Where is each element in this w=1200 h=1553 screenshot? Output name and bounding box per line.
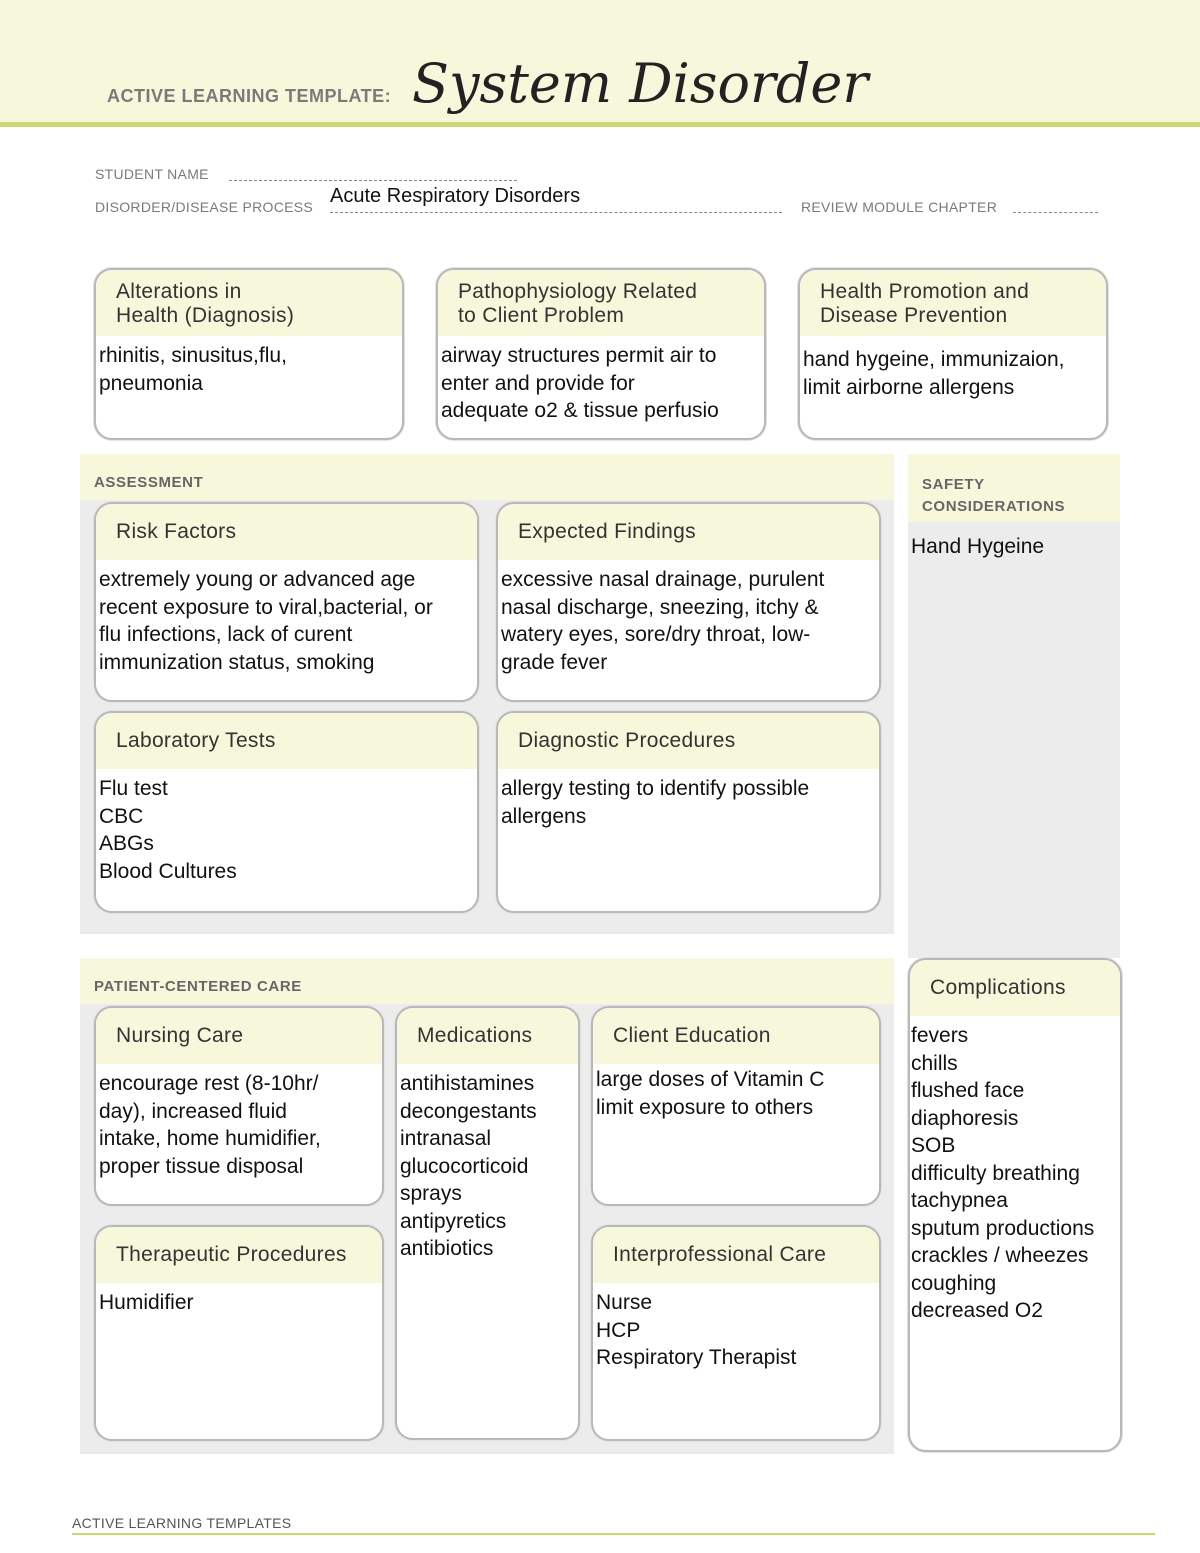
client-education-box	[591, 1006, 881, 1206]
interprofessional-care-field[interactable]: Nurse HCP Respiratory Therapist	[596, 1291, 797, 1369]
laboratory-tests-title: Laboratory Tests	[96, 713, 477, 769]
nursing-care-field[interactable]: encourage rest (8-10hr/ day), increased fluid intake, home humidifier, proper tissue disposal	[99, 1072, 321, 1178]
assessment-label: ASSESSMENT	[94, 474, 204, 491]
nursing-care-box	[94, 1006, 384, 1206]
expected-findings-title: Expected Findings	[498, 504, 879, 560]
expected-findings-box	[496, 502, 881, 702]
footer-divider	[72, 1533, 1155, 1535]
medications-box	[395, 1006, 580, 1440]
risk-factors-box	[94, 502, 479, 702]
header-divider	[0, 122, 1200, 127]
disorder-field[interactable]: Acute Respiratory Disorders	[330, 185, 581, 207]
complications-field[interactable]: fevers chills flushed face diaphoresis SOB difficulty breathing tachypnea sputum productions crackles / wheezes coughing decreased O2	[911, 1024, 1095, 1322]
expected-findings-field[interactable]: excessive nasal drainage, purulent nasal discharge, sneezing, itchy & watery eyes, sore/dry throat, low- grade fever	[501, 568, 825, 674]
client-education-title: Client Education	[593, 1008, 879, 1064]
interprofessional-care-title: Interprofessional Care	[593, 1227, 879, 1283]
nursing-care-title: Nursing Care	[96, 1008, 382, 1064]
medications-field[interactable]: antihistamines decongestants intranasal glucocorticoid sprays antipyretics antibiotics	[400, 1072, 537, 1260]
template-label: ACTIVE LEARNING TEMPLATE:	[107, 86, 392, 106]
client-education-field[interactable]: large doses of Vitamin C limit exposure to others	[596, 1068, 825, 1119]
safety-field[interactable]: Hand Hygeine	[911, 535, 1045, 558]
student-name-field[interactable]	[229, 180, 517, 181]
alterations-field[interactable]: rhinitis, sinusitus,flu, pneumonia	[99, 344, 287, 395]
medications-title: Medications	[397, 1008, 578, 1064]
complications-title: Complications	[910, 960, 1120, 1016]
therapeutic-procedures-box	[94, 1225, 384, 1441]
pathophysiology-box	[436, 268, 766, 440]
risk-factors-title: Risk Factors	[96, 504, 477, 560]
disorder-label: DISORDER/DISEASE PROCESS	[95, 199, 314, 215]
alterations-title: Alterations in Health (Diagnosis)	[96, 270, 402, 336]
pathophysiology-field[interactable]: airway structures permit air to enter and provide for adequate o2 & tissue perfusio	[441, 344, 719, 422]
disorder-field-line	[330, 212, 782, 213]
complications-box	[908, 958, 1122, 1452]
therapeutic-procedures-title: Therapeutic Procedures	[96, 1227, 382, 1283]
interprofessional-care-box	[591, 1225, 881, 1441]
laboratory-tests-box	[94, 711, 479, 913]
review-module-field[interactable]	[1013, 212, 1098, 213]
therapeutic-procedures-field[interactable]: Humidifier	[99, 1291, 194, 1314]
risk-factors-field[interactable]: extremely young or advanced age recent exposure to viral,bacterial, or flu infections, lack of curent immunization status, smoking	[99, 568, 433, 674]
footer-label: ACTIVE LEARNING TEMPLATES	[72, 1515, 292, 1531]
alterations-box	[94, 268, 404, 440]
pathophysiology-title: Pathophysiology Related to Client Problem	[438, 270, 764, 336]
student-name-label: STUDENT NAME	[95, 166, 209, 182]
health-promotion-title: Health Promotion and Disease Prevention	[800, 270, 1106, 336]
safety-label: SAFETY CONSIDERATIONS	[922, 476, 1066, 515]
diagnostic-procedures-title: Diagnostic Procedures	[498, 713, 879, 769]
laboratory-tests-field[interactable]: Flu test CBC ABGs Blood Cultures	[99, 777, 237, 883]
diagnostic-procedures-field[interactable]: allergy testing to identify possible allergens	[501, 777, 810, 828]
health-promotion-field[interactable]: hand hygeine, immunizaion, limit airborne allergens	[803, 348, 1065, 399]
diagnostic-procedures-box	[496, 711, 881, 913]
health-promotion-box	[798, 268, 1108, 440]
patient-care-label: PATIENT-CENTERED CARE	[94, 978, 302, 995]
review-module-label: REVIEW MODULE CHAPTER	[801, 199, 998, 215]
template-title: System Disorder	[412, 52, 869, 115]
